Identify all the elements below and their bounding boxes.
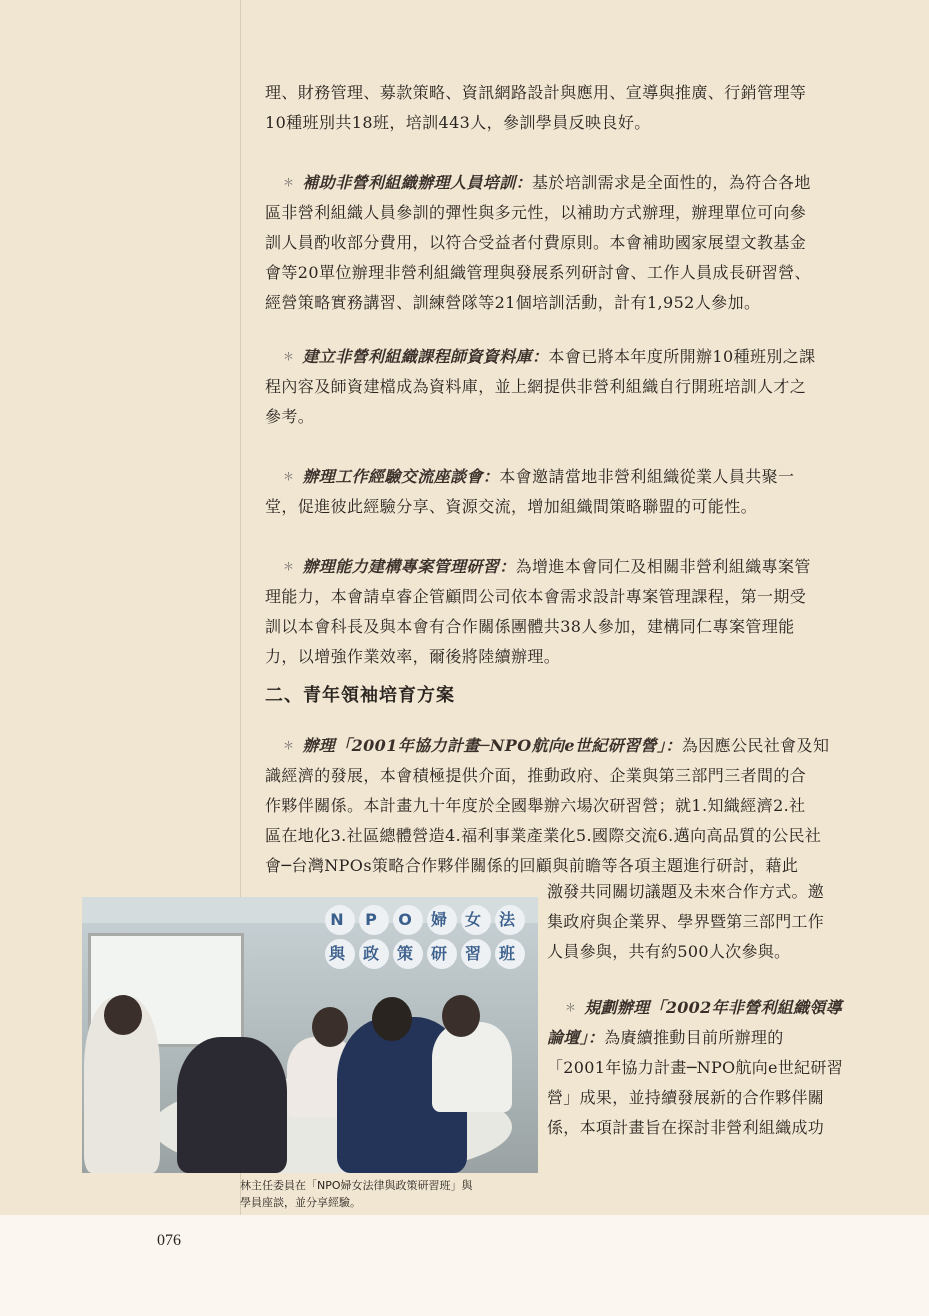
banner-char: 與 xyxy=(325,939,355,969)
seminar-photo xyxy=(82,897,538,1173)
text-line: 經營策略實務講習、訓練營隊等21個培訓活動，計有1,952人參加。 xyxy=(265,293,761,312)
bullet-star-icon: ＊ xyxy=(565,1001,577,1014)
paragraph-training-subsidy xyxy=(265,168,865,318)
text-line: 區在地化3.社區總體營造4.福利事業產業化5.國際交流6.邁向高品質的公民社 xyxy=(265,826,822,845)
photo-person xyxy=(312,1007,348,1047)
bullet-star-icon: ＊ xyxy=(283,176,295,189)
photo-person xyxy=(104,995,142,1035)
photo-person xyxy=(442,995,480,1037)
text-line: 人員參與，共有約500人次參與。 xyxy=(547,942,791,961)
text-line: 激發共同關切議題及未來合作方式。邀 xyxy=(547,882,825,901)
bullet-star-icon: ＊ xyxy=(283,739,295,752)
text-line: 區非營利組織人員參訓的彈性與多元性，以補助方式辦理，辦理單位可向參 xyxy=(265,203,807,222)
bullet-star-icon: ＊ xyxy=(283,560,295,573)
paragraph-lead: 規劃辦理「2002年非營利組織領導 xyxy=(584,998,842,1017)
banner-char: 女 xyxy=(461,905,491,935)
banner-char: 習 xyxy=(461,939,491,969)
text-line: 集政府與企業界、學界暨第三部門工作 xyxy=(547,912,825,931)
banner-char: 策 xyxy=(393,939,423,969)
bullet-star-icon: ＊ xyxy=(283,350,295,363)
page-number: 076 xyxy=(157,1232,181,1249)
page-bottom-margin xyxy=(0,1215,929,1316)
text-line: 本會已將本年度所開辦10種班別之課 xyxy=(548,347,816,366)
paragraph-course-database xyxy=(265,342,865,432)
photo-person xyxy=(372,997,412,1041)
banner-char: 研 xyxy=(427,939,457,969)
text-line: 堂，促進彼此經驗分享、資源交流，增加組織間策略聯盟的可能性。 xyxy=(265,497,758,516)
photo-banner xyxy=(312,903,538,973)
text-line: 為因應公民社會及知 xyxy=(681,736,830,755)
text-line: 理能力，本會請卓睿企管顧問公司依本會需求設計專案管理課程，第一期受 xyxy=(265,587,807,606)
text-line: 識經濟的發展，本會積極提供介面，推動政府、企業與第三部門三者間的合 xyxy=(265,766,807,785)
banner-char: 婦 xyxy=(427,905,457,935)
photo-caption xyxy=(240,1177,560,1211)
photo-person xyxy=(177,1037,287,1173)
caption-line: 林主任委員在「NPO婦女法律與政策研習班」與 xyxy=(240,1179,473,1192)
text-line: 會等20單位辦理非營利組織管理與發展系列研討會、工作人員成長研習營、 xyxy=(265,263,811,282)
paragraph-npo-workshop-wrap xyxy=(547,877,865,967)
text-line: 本會邀請當地非營利組織從業人員共聚一 xyxy=(499,467,795,486)
text-line: 為增進本會同仁及相關非營利組織專案管 xyxy=(515,557,811,576)
text-line: 力，以增強作業效率，爾後將陸續辦理。 xyxy=(265,647,561,666)
text-line: 理、財務管理、募款策略、資訊網路設計與應用、宣導與推廣、行銷管理等 xyxy=(265,83,807,102)
paragraph-continuation xyxy=(265,78,865,138)
paragraph-npo-workshop xyxy=(265,731,865,881)
bullet-star-icon: ＊ xyxy=(283,470,295,483)
paragraph-lead: 辦理工作經驗交流座談會： xyxy=(302,467,500,486)
text-line: 程內容及師資建檔成為資料庫，並上網提供非營利組織自行開班培訓人才之 xyxy=(265,377,807,396)
banner-char: N xyxy=(325,905,355,935)
text-line: 參考。 xyxy=(265,407,315,426)
text-line: 訓以本會科長及與本會有合作關係團體共38人參加，建構同仁專案管理能 xyxy=(265,617,795,636)
paragraph-experience-exchange xyxy=(265,462,865,522)
text-line: 「2001年協力計畫─NPO航向e世紀研習 xyxy=(547,1058,844,1077)
text-line: 營」成果，並持續發展新的合作夥伴關 xyxy=(547,1088,825,1107)
banner-char: 政 xyxy=(359,939,389,969)
paragraph-lead-continued: 論壇」： xyxy=(547,1028,605,1047)
paragraph-lead: 辦理「2001年協力計畫─NPO航向e世紀研習營」： xyxy=(302,736,682,755)
text-line: 訓人員酌收部分費用，以符合受益者付費原則。本會補助國家展望文教基金 xyxy=(265,233,807,252)
section-heading: 二、青年領袖培育方案 xyxy=(265,685,455,706)
banner-char: P xyxy=(359,905,389,935)
banner-char: O xyxy=(393,905,423,935)
caption-line: 學員座談，並分享經驗。 xyxy=(240,1196,361,1209)
text-line: 係，本項計畫旨在探討非營利組織成功 xyxy=(547,1118,825,1137)
photo-person xyxy=(432,1022,512,1112)
text-line: 基於培訓需求是全面性的，為符合各地 xyxy=(532,173,811,192)
banner-char: 法 xyxy=(495,905,525,935)
paragraph-lead: 辦理能力建構專案管理研習： xyxy=(302,557,516,576)
paragraph-project-management xyxy=(265,552,865,672)
paragraph-lead: 建立非營利組織課程師資資料庫： xyxy=(302,347,549,366)
paragraph-lead: 補助非營利組織辦理人員培訓： xyxy=(302,173,533,192)
text-line: 10種班別共18班，培訓443人，參訓學員反映良好。 xyxy=(265,113,651,132)
text-line: 為賡續推動目前所辦理的 xyxy=(604,1028,784,1047)
text-line: 作夥伴關係。本計畫九十年度於全國舉辦六場次研習營；就1.知織經濟2.社 xyxy=(265,796,806,815)
paragraph-leadership-forum xyxy=(547,993,865,1143)
banner-char: 班 xyxy=(495,939,525,969)
text-line: 會─台灣NPOs策略合作夥伴關係的回顧與前瞻等各項主題進行研討，藉此 xyxy=(265,856,799,875)
